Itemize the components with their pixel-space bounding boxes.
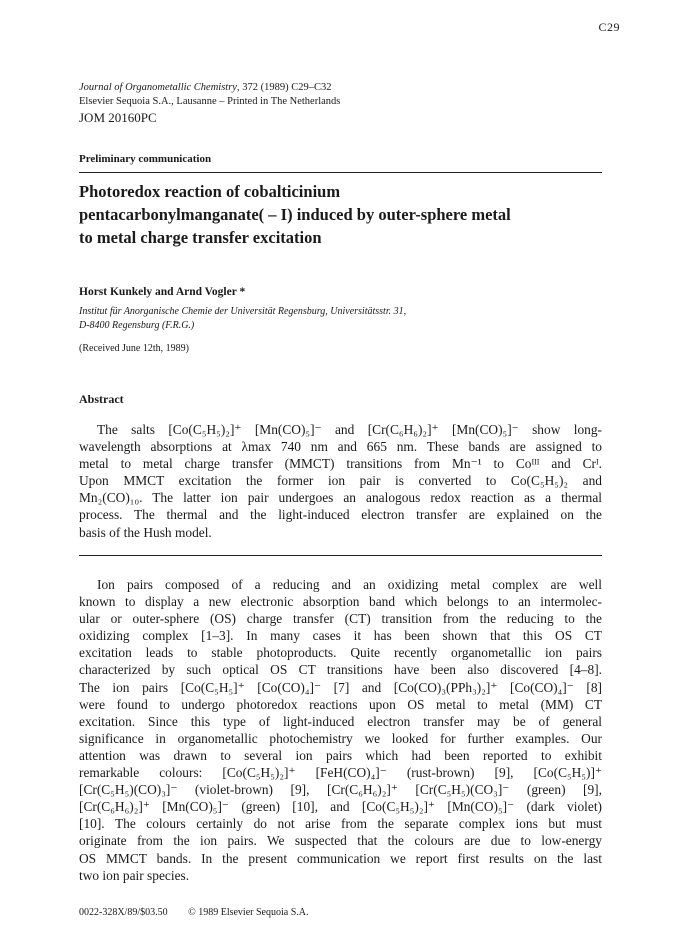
body-line: characterized by such optical OS CT transitions have been also discovered [4–8]. [79, 662, 602, 678]
abstract-heading: Abstract [79, 392, 124, 406]
footer [79, 907, 326, 918]
body-line: two ion pair species. [79, 867, 190, 883]
body-line: [Cr(C₆H₆)₂]⁺ [Mn(CO)₅]⁻ (green) [10], and [Co(C₅H₅)₂]⁺ [Mn(CO)₅]⁻ (dark violet) [79, 799, 602, 815]
body-line: excitation leads to stable photoproducts. Quite recently organometallic ion pairs [79, 645, 602, 661]
journal-name: Journal of Organometallic Chemistry [79, 82, 237, 93]
body-line: ular or outer-sphere (OS) charge transfer (CT) transition from the reducing to the [79, 611, 602, 627]
section-divider [79, 172, 602, 173]
body-line: [Cr(C₅H₅)(CO)₃]⁻ (violet-brown) [9], [Cr(C₆H₆)₂]⁺ [Cr(C₅H₅)(CO₃]⁻ (green) [9], [79, 782, 602, 798]
article-code: JOM 20160PC [79, 110, 157, 125]
title-line: to metal charge transfer excitation [79, 228, 322, 247]
body-line: The ion pairs [Co(C₅H₅]⁺ [Co(CO)₄]⁻ [7] and [Co(CO)₃(PPh₃)₂]⁺ [Co(CO)₄]⁻ [8] [79, 679, 602, 695]
page-number: C29 [598, 20, 620, 34]
body-line: known to display a new electronic absorption band which belongs to an intermolec- [79, 594, 602, 610]
body-line: significance in organometallic photochemistry we looked for further examples. Our [79, 730, 602, 746]
abstract-line: The salts [Co(C₅H₅)₂]⁺ [Mn(CO)₅]⁻ and [Cr(C₆H₆)₂]⁺ [Mn(CO)₅]⁻ show long- [97, 422, 602, 437]
article-title [79, 180, 602, 249]
abstract-line: process. The thermal and the light-induced electron transfer are explained on the [79, 507, 602, 523]
title-line: pentacarbonylmanganate( – I) induced by outer-sphere metal [79, 205, 511, 224]
body-line: attention was drawn to several ion pairs which had been reported to exhibit [79, 747, 602, 763]
abstract-text [79, 421, 602, 541]
journal-info [79, 81, 340, 126]
abstract-line: wavelength absorptions at λmax 740 nm and 665 nm. These bands are assigned to [79, 439, 602, 455]
title-line: Photoredox reaction of cobalticinium [79, 182, 341, 201]
received-date: (Received June 12th, 1989) [79, 343, 189, 354]
body-line: [10]. The colours certainly do not arise from the separate complex ions but must [79, 816, 602, 832]
section-label: Preliminary communication [79, 153, 212, 165]
body-line: Ion pairs composed of a reducing and an oxidizing metal complex are well [97, 577, 602, 592]
abstract-divider [79, 555, 602, 556]
body-line: OS MMCT bands. In the present communication we report first results on the last [79, 850, 602, 866]
body-line: were found to undergo photoredox reactions upon OS metal to metal (MM) CT [79, 696, 602, 712]
abstract-line: Mn₂(CO)₁₀. The latter ion pair undergoes an analogous redox reaction as a thermal [79, 490, 602, 506]
body-line: oxidizing complex [1–3]. In many cases it has been shown that this OS CT [79, 628, 602, 644]
body-text [79, 576, 602, 884]
body-line: excitation. Since this type of light-induced electron transfer may be of general [79, 713, 602, 729]
copyright: © 1989 Elsevier Sequoia S.A. [188, 907, 309, 918]
issn-code: 0022-328X/89/$03.50 [79, 907, 168, 918]
journal-volume: , 372 (1989) C29–C32 [236, 82, 332, 93]
journal-citation [79, 81, 340, 95]
affiliation [79, 305, 406, 333]
body-line: originate from the ion pairs. We suspected that the colours are due to low-energy [79, 833, 602, 849]
affiliation-line: Institut für Anorganische Chemie der Universität Regensburg, Universitätsstr. 31, [79, 306, 407, 317]
body-line: remarkable colours: [Co(C₅H₅)₂]⁺ [FeH(CO)₄]⁻ (rust-brown) [9], [Co(C₅H₅)]⁺ [79, 765, 602, 781]
authors: Horst Kunkely and Arnd Vogler * [79, 286, 246, 298]
affiliation-line: D-8400 Regensburg (F.R.G.) [79, 320, 195, 331]
abstract-line: Upon MMCT excitation the former ion pair is converted to Co(C₅H₅)₂ and [79, 473, 602, 489]
publisher-line: Elsevier Sequoia S.A., Lausanne – Printed in The Netherlands [79, 96, 341, 107]
abstract-line: basis of the Hush model. [79, 524, 212, 540]
abstract-line: metal to metal charge transfer (MMCT) transitions from Mn⁻¹ to Coᴵᴵᴵ and Crᴵ. [79, 456, 602, 472]
